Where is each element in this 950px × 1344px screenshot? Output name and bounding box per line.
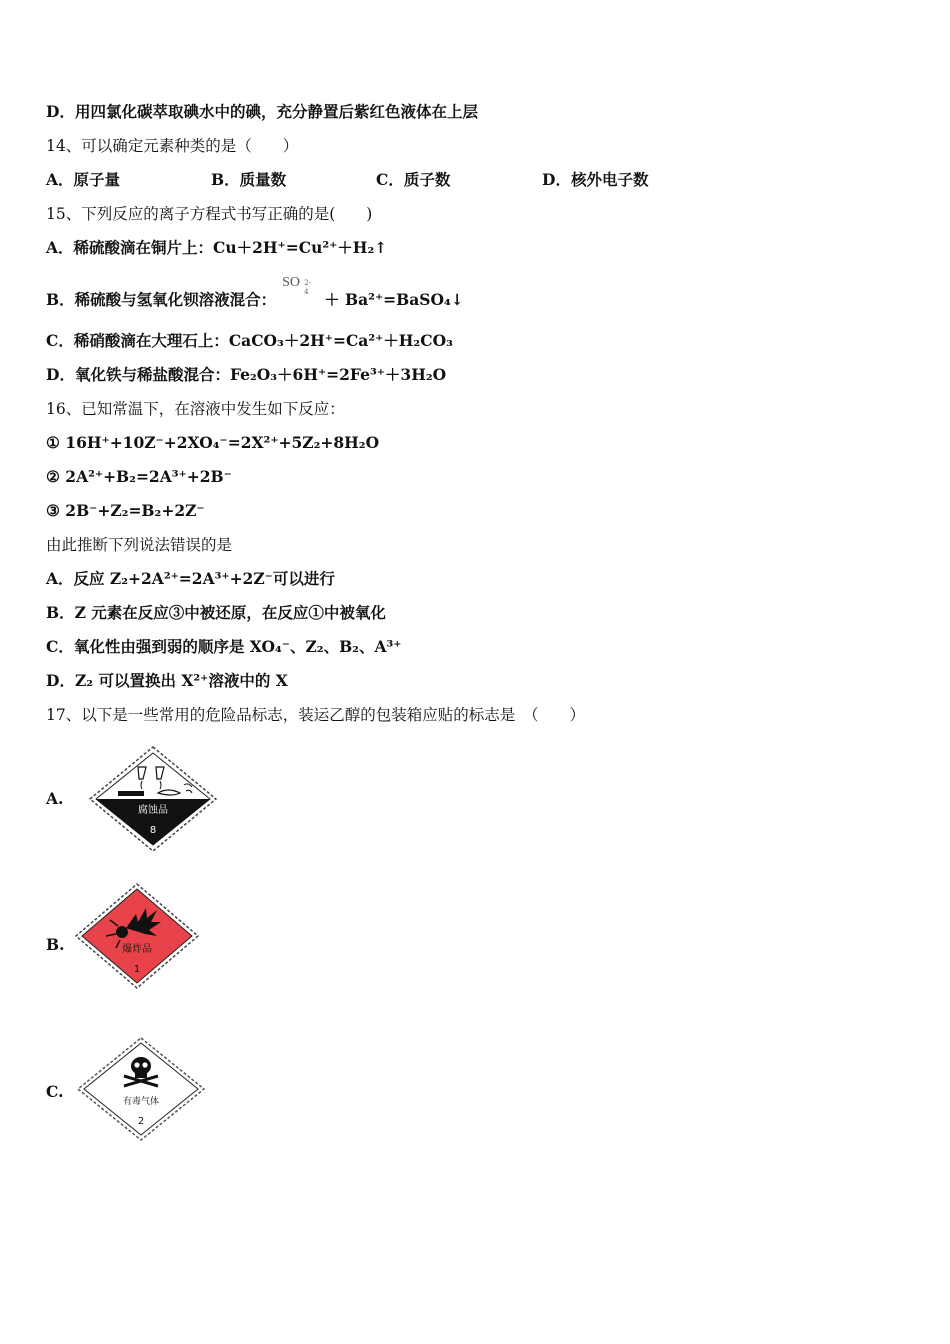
q17-stem: 17、以下是一些常用的危险品标志，装运乙醇的包装箱应贴的标志是 （ ） (46, 706, 585, 724)
explosive-sign-text: 爆炸品 (122, 944, 152, 955)
q14-option-d: D．核外电子数 (542, 170, 649, 189)
q15-option-b (46, 275, 464, 310)
q16-option-d: D．Z₂ 可以置换出 X²⁺溶液中的 X (46, 671, 288, 690)
q14-stem: 14、可以确定元素种类的是（ ） (46, 137, 299, 155)
q16-option-b: B．Z 元素在反应③中被还原，在反应①中被氧化 (46, 603, 386, 622)
q17-option-c-label: C. (46, 1082, 64, 1101)
q17-option-b-sign (74, 882, 200, 990)
corrosive-class-number: 8 (149, 825, 157, 836)
q15-option-d: D．氧化铁与稀盐酸混合：Fe₂O₃＋6H⁺=2Fe³⁺＋3H₂O (46, 365, 447, 384)
q14-option-a: A．原子量 (46, 170, 121, 189)
q17-option-a-sign (88, 745, 218, 853)
corrosive-sign-text: 腐蚀品 (138, 805, 168, 816)
sulfate-ion-formula (276, 275, 324, 305)
sulfate-subscript: 4 (304, 288, 309, 296)
q15-option-b-prefix: B．稀硫酸与氢氧化钡溶液混合： (46, 290, 277, 309)
q17-option-c-sign (76, 1036, 206, 1142)
q13-option-d: D．用四氯化碳萃取碘水中的碘，充分静置后紫红色液体在上层 (46, 102, 478, 121)
q16-option-c: C．氧化性由强到弱的顺序是 XO₄⁻、Z₂、B₂、A³⁺ (46, 637, 402, 656)
q16-subquestion: 由此推断下列说法错误的是 (46, 536, 233, 554)
q17-option-b-label: B. (46, 935, 65, 954)
q16-option-a: A．反应 Z₂+2A²⁺=2A³⁺+2Z⁻可以进行 (46, 569, 335, 588)
q15-option-b-suffix: ＋ Ba²⁺=BaSO₄↓ (324, 290, 464, 309)
q14-option-b: B．质量数 (211, 170, 287, 189)
toxic-gas-class-number: 2 (137, 1116, 145, 1127)
sulfate-charge: 2- (304, 279, 311, 287)
q15-option-c: C．稀硝酸滴在大理石上：CaCO₃＋2H⁺=Ca²⁺＋H₂CO₃ (46, 331, 453, 350)
q16-stem: 16、已知常温下，在溶液中发生如下反应： (46, 400, 345, 418)
q14-option-c: C．质子数 (376, 170, 451, 189)
q16-reaction-2: ② 2A²⁺+B₂=2A³⁺+2B⁻ (46, 467, 232, 486)
q16-reaction-3: ③ 2B⁻+Z₂=B₂+2Z⁻ (46, 501, 205, 520)
explosive-class-number: 1 (133, 964, 141, 975)
q15-option-a: A．稀硫酸滴在铜片上：Cu＋2H⁺=Cu²⁺＋H₂↑ (46, 238, 388, 257)
q15-stem: 15、下列反应的离子方程式书写正确的是( ) (46, 205, 373, 223)
sulfate-base: SO (282, 275, 301, 290)
toxic-gas-sign-text: 有毒气体 (122, 1097, 160, 1107)
q17-option-a-label: A. (46, 789, 64, 808)
q16-reaction-1: ① 16H⁺+10Z⁻+2XO₄⁻=2X²⁺+5Z₂+8H₂O (46, 433, 380, 452)
